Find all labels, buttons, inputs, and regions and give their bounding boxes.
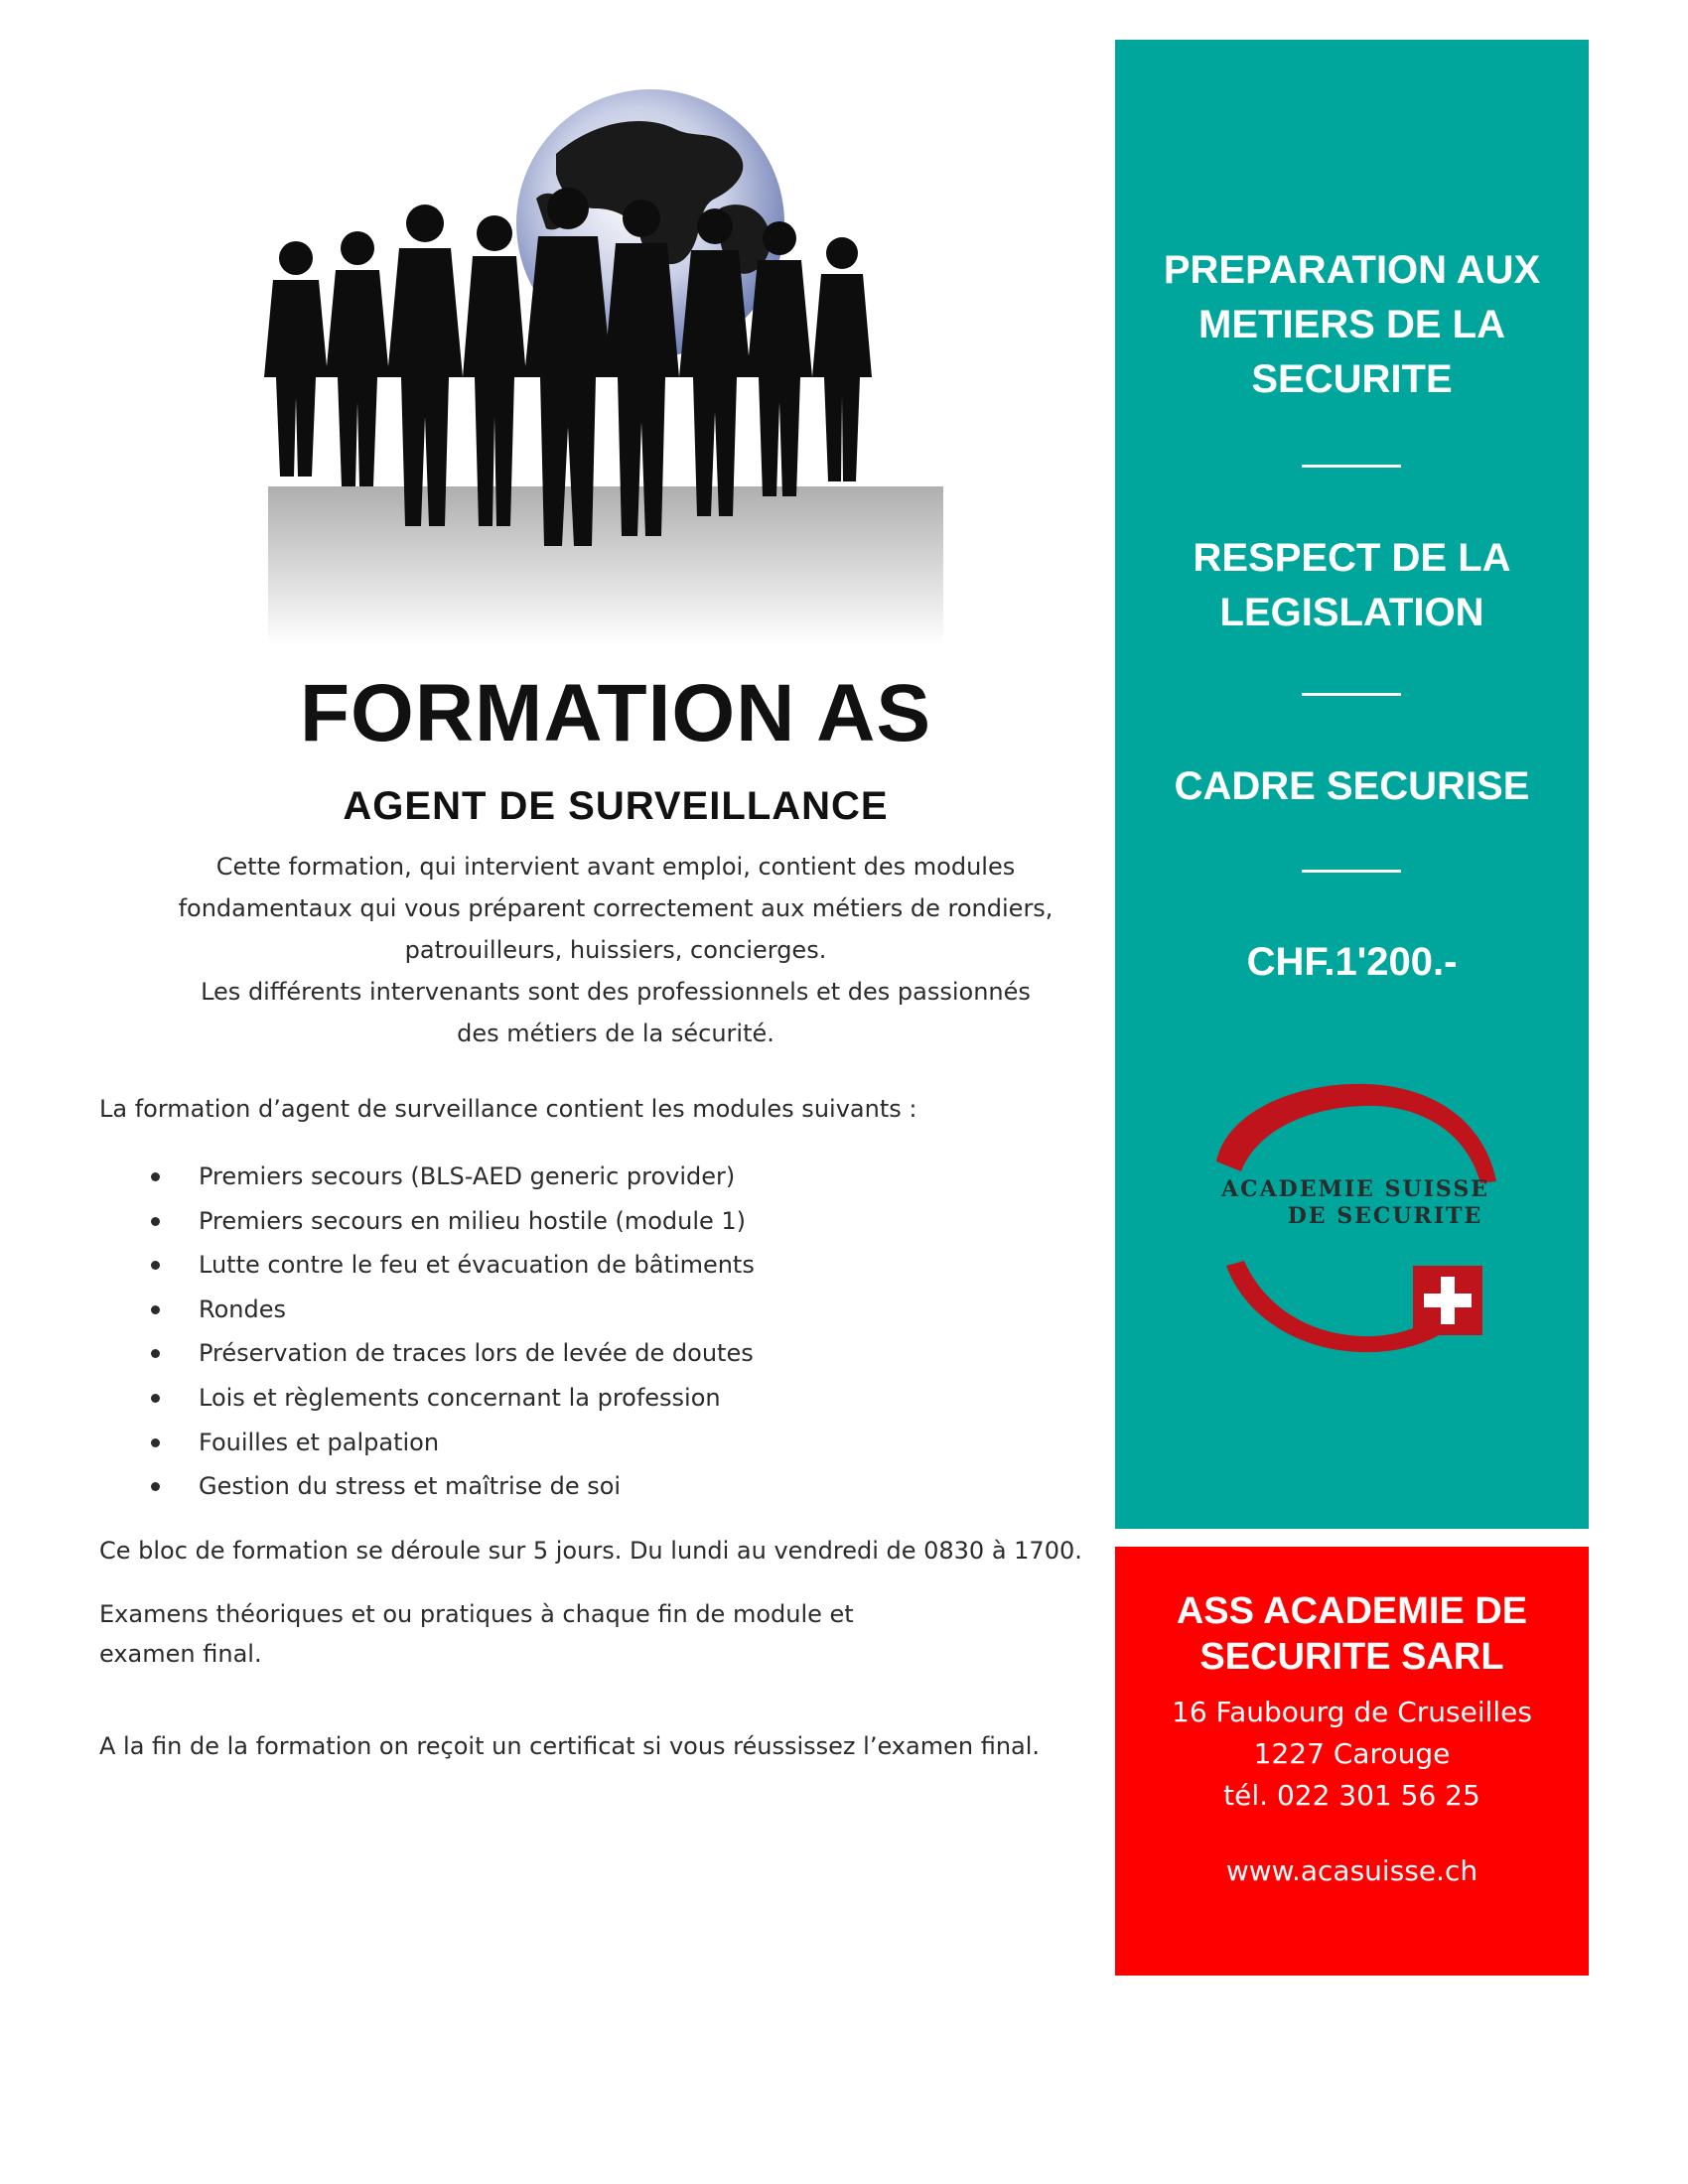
bullet-icon	[151, 1217, 160, 1226]
sidebar-heading: RESPECT DE LA	[1193, 536, 1511, 580]
intro-line: Les différents intervenants sont des professionnels et des passionnés	[201, 978, 1031, 1006]
modules-list	[99, 1155, 1092, 1509]
list-item	[99, 1331, 1092, 1376]
address-street: 16 Faubourg de Cruseilles	[1172, 1696, 1532, 1728]
contact-panel	[1115, 1547, 1589, 1976]
module-label: Gestion du stress et maîtrise de soi	[199, 1472, 622, 1501]
intro-line: Cette formation, qui intervient avant emploi, contient des modules	[215, 853, 1016, 881]
module-label: Rondes	[199, 1295, 286, 1323]
list-item	[99, 1376, 1092, 1421]
module-label: Préservation de traces lors de levée de doutes	[199, 1339, 754, 1368]
page-title: FORMATION AS	[299, 668, 932, 758]
bullet-icon	[151, 1172, 160, 1181]
bullet-icon	[151, 1482, 160, 1491]
bullet-icon	[151, 1349, 160, 1358]
modules-intro: La formation d’agent de surveillance contient les modules suivants :	[99, 1095, 917, 1123]
intro-line: des métiers de la sécurité.	[457, 1020, 774, 1047]
page-subtitle: AGENT DE SURVEILLANCE	[343, 784, 889, 828]
certificate-text: A la fin de la formation on reçoit un certificat si vous réussissez l’examen final.	[99, 1732, 1041, 1760]
divider	[1302, 693, 1401, 696]
bullet-icon	[151, 1394, 160, 1403]
bullet-icon	[151, 1261, 160, 1270]
academy-logo	[1187, 1072, 1524, 1370]
contact-heading-line: SECURITE SARL	[1199, 1636, 1504, 1678]
sidebar-heading: CADRE SECURISE	[1174, 764, 1530, 808]
list-item	[99, 1243, 1092, 1288]
module-label: Premiers secours en milieu hostile (module 1)	[199, 1206, 747, 1235]
price: CHF.1'200.-	[1246, 940, 1458, 984]
contact-heading	[1115, 1588, 1589, 1680]
hero-illustration	[179, 60, 1072, 655]
intro-line: patrouilleurs, huissiers, concierges.	[404, 936, 827, 964]
list-item	[99, 1199, 1092, 1244]
bullet-icon	[151, 1305, 160, 1314]
sidebar-heading: SECURITE	[1251, 357, 1453, 401]
sidebar-heading: LEGISLATION	[1219, 591, 1484, 634]
exams-text-line2: examen final.	[99, 1640, 262, 1668]
divider	[1302, 465, 1401, 468]
logo-text: ACADEMIE SUISSE	[1221, 1176, 1489, 1202]
intro-line: fondamentaux qui vous préparent correctement aux métiers de rondiers,	[178, 894, 1054, 922]
contact-address	[1115, 1692, 1589, 1817]
logo-text: DE SECURITE	[1287, 1203, 1483, 1229]
exams-text-line1: Examens théoriques et ou pratiques à chaque fin de module et	[99, 1600, 854, 1628]
intro-paragraph	[119, 846, 1112, 1054]
website-link[interactable]: www.acasuisse.ch	[1225, 1854, 1478, 1887]
module-label: Lutte contre le feu et évacuation de bâtiments	[199, 1251, 755, 1280]
module-label: Fouilles et palpation	[199, 1428, 440, 1456]
address-city: 1227 Carouge	[1253, 1737, 1451, 1770]
contact-heading-line: ASS ACADEMIE DE	[1176, 1590, 1528, 1632]
sidebar-heading: PREPARATION AUX	[1163, 248, 1541, 292]
list-item	[99, 1155, 1092, 1199]
list-item	[99, 1288, 1092, 1332]
sidebar-heading: METIERS DE LA	[1198, 303, 1505, 346]
list-item	[99, 1464, 1092, 1509]
list-item	[99, 1421, 1092, 1465]
bullet-icon	[151, 1438, 160, 1447]
sidebar-teal-panel	[1115, 40, 1589, 1529]
module-label: Premiers secours (BLS-AED generic provider)	[199, 1162, 736, 1190]
module-label: Lois et règlements concernant la profession	[199, 1383, 721, 1412]
schedule-text: Ce bloc de formation se déroule sur 5 jours. Du lundi au vendredi de 0830 à 1700.	[99, 1537, 1082, 1565]
phone-number: tél. 022 301 56 25	[1223, 1779, 1480, 1812]
divider	[1302, 870, 1401, 873]
